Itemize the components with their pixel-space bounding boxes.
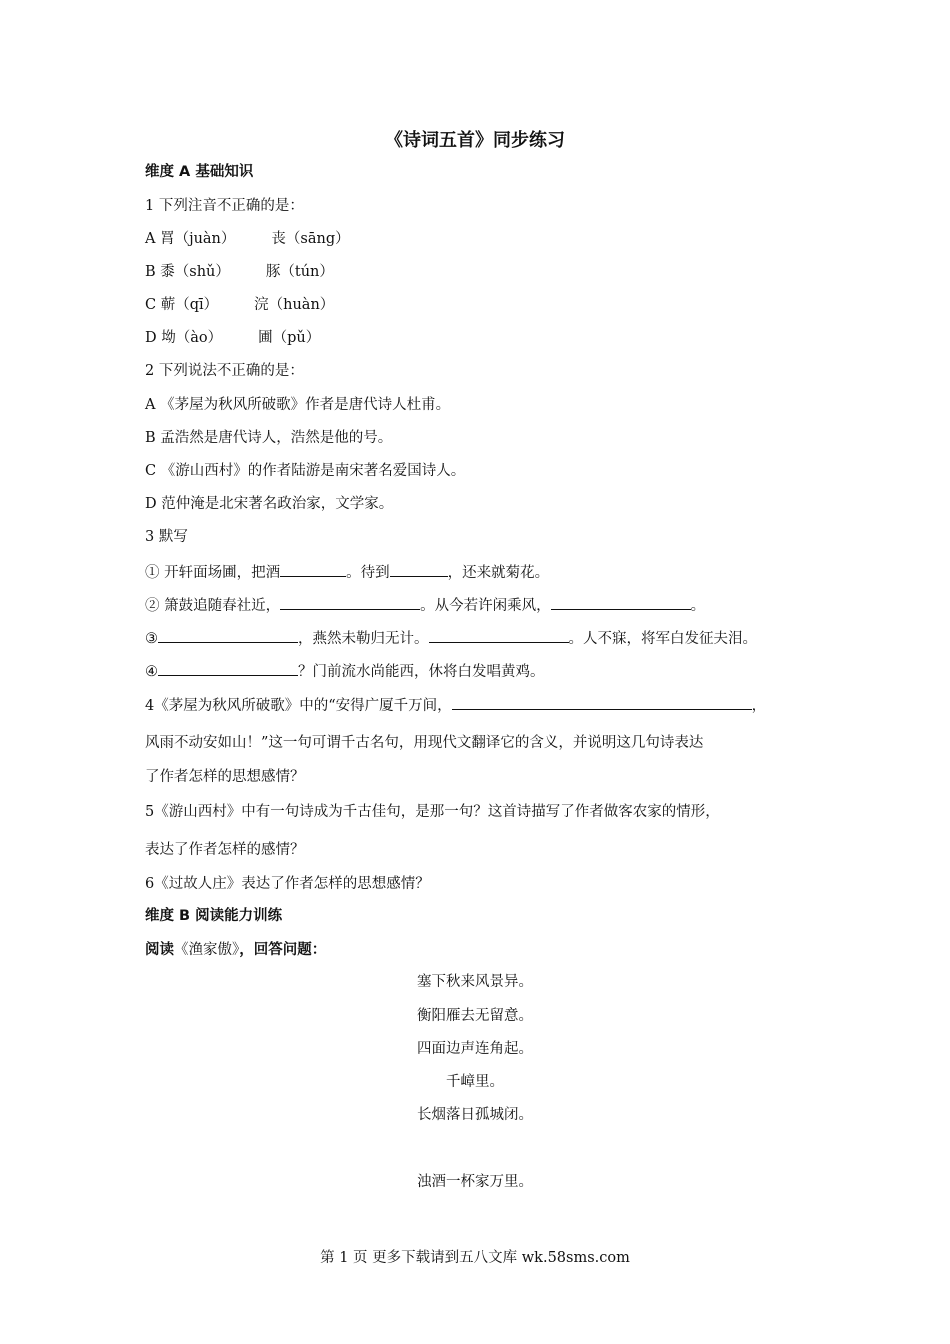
q4-line-2: 风雨不动安如山！”这一句可谓千古名句，用现代文翻译它的含义，并说明这几句诗表达 [145, 735, 704, 751]
q3-line-2-text-c: 。 [690, 598, 706, 614]
q5-line-1: 5《游山西村》中有一句诗成为千古佳句，是那一句？这首诗描写了作者做客农家的情形， [145, 804, 720, 820]
q3-line-4-text-a: ④ [145, 664, 158, 680]
blank-field[interactable] [551, 594, 691, 610]
q1-option-c-1: C 蕲（qī） [145, 297, 219, 313]
q4-line-3: 了作者怎样的思想感情？ [145, 769, 305, 785]
q1-option-d [145, 328, 320, 348]
q2-option-d: D 范仲淹是北宋著名政治家，文学家。 [145, 496, 394, 512]
q3-line-3 [145, 627, 757, 649]
q4-line-1-text-a: 4《茅屋为秋风所破歌》中的“安得广厦千万间， [145, 698, 452, 714]
reading-instruction [145, 940, 326, 960]
q4-line-1 [145, 694, 766, 716]
section-b-heading: 维度 B 阅读能力训练 [145, 908, 283, 924]
q1-option-a-1: A 罥（juàn） [145, 231, 236, 247]
q1-option-a [145, 229, 350, 249]
page-title: 《诗词五首》同步练习 [385, 130, 565, 151]
q3-line-4-text-b: ？门前流水尚能西，休将白发唱黄鸡。 [298, 664, 545, 680]
q3-line-4 [145, 660, 545, 682]
reading-prefix: 阅读 [145, 942, 174, 958]
reading-suffix: ，回答问题： [239, 942, 327, 958]
poem-line: 浊酒一杯家万里。 [417, 1174, 533, 1190]
q2-option-b: B 孟浩然是唐代诗人，浩然是他的号。 [145, 430, 393, 446]
q3-line-3-text-a: ③ [145, 631, 158, 647]
q3-line-2-text-a: ② 箫鼓追随春社近， [145, 598, 281, 614]
q1-option-d-2: 圃（pǔ） [258, 330, 321, 346]
blank-field[interactable] [429, 627, 569, 643]
poem-line: 长烟落日孤城闭。 [417, 1107, 533, 1123]
q2-option-a: A 《茅屋为秋风所破歌》作者是唐代诗人杜甫。 [145, 397, 451, 413]
q4-line-1-text-b: ， [751, 698, 767, 714]
poem-line: 千嶂里。 [446, 1074, 504, 1090]
q1-stem: 1 下列注音不正确的是： [145, 198, 304, 214]
reading-poem-name: 《渔家傲》 [174, 942, 240, 958]
poem-line: 塞下秋来风景异。 [417, 974, 533, 990]
q1-option-c-2: 浣（huàn） [254, 297, 335, 313]
poem-line: 四面边声连角起。 [417, 1041, 533, 1057]
page-footer: 第 1 页 更多下载请到五八文库 wk.58sms.com [320, 1250, 630, 1266]
blank-field[interactable] [158, 627, 298, 643]
q3-line-1 [145, 561, 549, 583]
q1-option-a-2: 丧（sāng） [271, 231, 350, 247]
blank-field[interactable] [452, 694, 752, 710]
q3-line-3-text-c: 。人不寐，将军白发征夫泪。 [568, 631, 757, 647]
section-a-heading: 维度 A 基础知识 [145, 164, 254, 180]
q5-line-2: 表达了作者怎样的感情？ [145, 842, 305, 858]
q3-line-2 [145, 594, 705, 616]
q1-option-b-2: 豚（tún） [265, 264, 334, 280]
q2-option-c: C 《游山西村》的作者陆游是南宋著名爱国诗人。 [145, 463, 466, 479]
q6: 6《过故人庄》表达了作者怎样的思想感情？ [145, 876, 430, 892]
blank-field[interactable] [280, 594, 420, 610]
q3-stem: 3 默写 [145, 529, 188, 545]
poem-line: 衡阳雁去无留意。 [417, 1008, 533, 1024]
q1-option-b-1: B 黍（shǔ） [145, 264, 230, 280]
blank-field[interactable] [280, 561, 346, 577]
q3-line-1-text-b: 。待到 [346, 565, 390, 581]
q3-line-3-text-b: ，燕然未勒归无计。 [298, 631, 429, 647]
q3-line-2-text-b: 。从今若许闲乘风， [420, 598, 551, 614]
blank-field[interactable] [390, 561, 448, 577]
q3-line-1-text-c: ，还来就菊花。 [447, 565, 550, 581]
blank-field[interactable] [158, 660, 298, 676]
q1-option-c [145, 295, 334, 315]
q1-option-b [145, 262, 334, 282]
q3-line-1-text-a: ① 开轩面场圃，把酒 [145, 565, 281, 581]
q2-stem: 2 下列说法不正确的是： [145, 363, 304, 379]
q1-option-d-1: D 坳（ào） [145, 330, 223, 346]
